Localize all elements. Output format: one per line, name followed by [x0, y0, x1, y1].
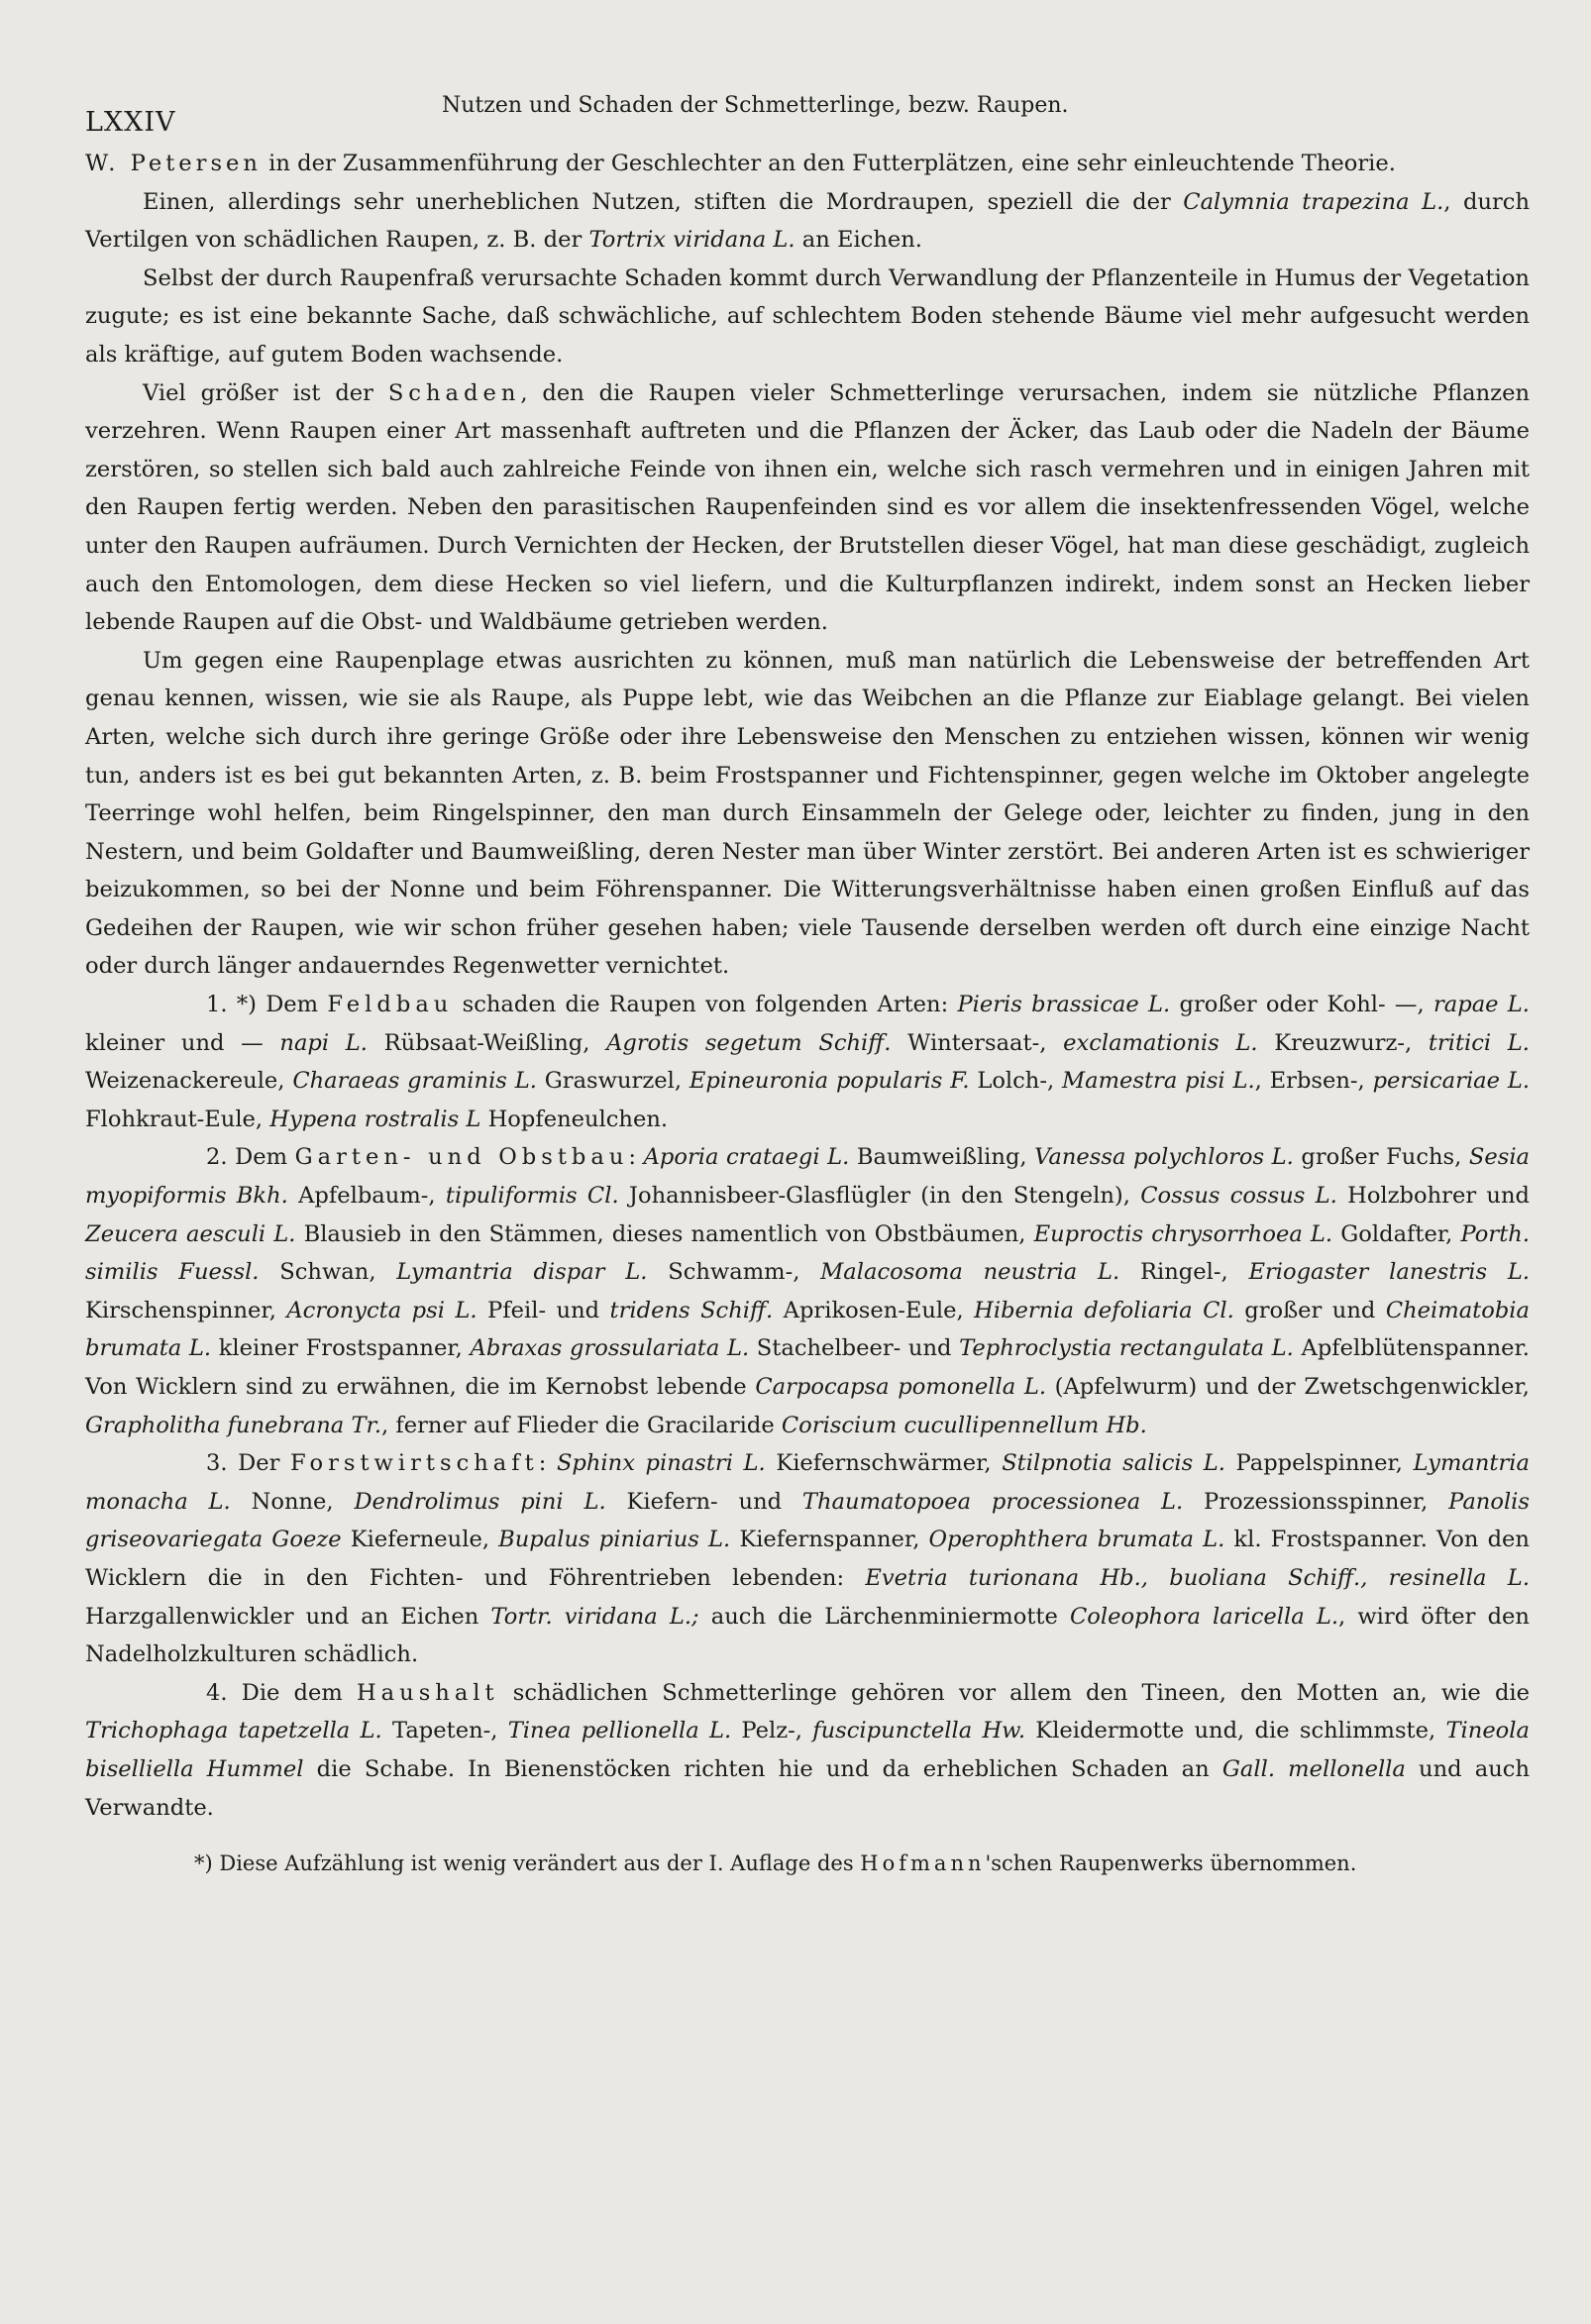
section-haushalt — [85, 1674, 1530, 1827]
species-name: tritici L. — [1428, 1029, 1530, 1056]
text-run: Holzbohrer und — [1336, 1183, 1530, 1210]
text-run: schädlichen Schmetterlinge gehören vor allem den Tineen, den Motten an, wie die — [498, 1679, 1530, 1706]
species-name: Hypena rostralis L — [269, 1106, 481, 1132]
text-run: auch die Lärchenminiermotte — [698, 1603, 1070, 1630]
text-run: Wintersaat-, — [891, 1029, 1064, 1056]
species-name: Charaeas graminis L. — [292, 1068, 537, 1095]
text-run: Kieferneule, — [341, 1527, 499, 1553]
species-name: Tortr. viridana L.; — [490, 1603, 699, 1630]
text-run: Nonne, — [230, 1488, 355, 1515]
text-run: Apfelblütenspanner. Von Wicklern sind zu erwähnen, die im Kernobst lebende — [85, 1335, 1530, 1400]
text-run: Weizenackereule, — [85, 1068, 293, 1095]
text-run: Baumweißling, — [849, 1144, 1035, 1171]
species-name: tipuliformis Cl. — [445, 1183, 619, 1210]
text-run: Blausieb in den Stämmen, dieses namentlich von Obstbäumen, — [295, 1220, 1034, 1247]
species-name: persicariae L. — [1372, 1068, 1531, 1095]
section-forstwirtschaft — [85, 1444, 1530, 1674]
species-name: Evetria turionana Hb., buoliana Schiff., resinella L. — [865, 1564, 1530, 1591]
text-run: Harzgallenwickler und an Eichen — [85, 1603, 491, 1630]
species-name: Pieris brassicae L. — [957, 992, 1171, 1018]
text-run: Apfelbaum-, — [287, 1183, 446, 1210]
species-name: Coriscium cucullipennellum Hb. — [781, 1412, 1147, 1438]
text-run: Kleidermotte und, die schlimmste, — [1025, 1718, 1446, 1744]
paragraph-humus: Selbst der durch Raupenfraß verursachte Schaden kommt durch Verwandlung der Pflanzenteile in Humus der Vegetation zugute; es ist eine bekannte Sache, daß schwächliche, auf schlechtem Boden stehende Bäume viel mehr aufgesucht werden als kräftige, auf gutem Boden wachsende. — [85, 264, 1530, 368]
species-name: Tineola biselliella Hummel — [85, 1718, 1530, 1782]
species-name: Abraxas grossulariata L. — [470, 1335, 750, 1362]
paragraph-text: in der Zusammenführung der Geschlechter an den Futterplätzen, eine sehr einleuchtende Theorie. — [261, 151, 1396, 176]
text-run: , Erbsen-, — [1254, 1068, 1373, 1095]
species-name: Sesia myopiformis Bkh. — [85, 1144, 1531, 1210]
species-name: napi L. — [279, 1029, 368, 1056]
text-run: Rübsaat-Weißling, — [367, 1029, 607, 1056]
text-run: Prozessionsspinner, — [1183, 1488, 1449, 1515]
species-name: Lymantria dispar L. — [396, 1259, 648, 1286]
species-name: Tortrix viridana L. — [588, 227, 796, 254]
text-run: Kirschenspinner, — [85, 1297, 287, 1323]
text-run: 'schen Raupenwerks übernommen. — [985, 1851, 1357, 1876]
species-name: Trichophaga tapetzella L. — [85, 1718, 382, 1744]
species-name: Acronycta psi L. — [286, 1297, 477, 1323]
running-title: Nutzen und Schaden der Schmetterlinge, bezw. Raupen. — [442, 93, 1069, 118]
text-run: Johannisbeer-Glasflügler (in den Stengeln), — [618, 1183, 1141, 1210]
text-run: kl. Frostspanner. Von den Wicklern die in den Fichten- und Föhrentrieben lebenden: — [85, 1527, 1530, 1591]
species-name: Operophthera brumata L. — [928, 1527, 1225, 1553]
species-name: Zeucera aesculi L. — [85, 1220, 296, 1247]
text-run: großer Fuchs, — [1293, 1144, 1469, 1171]
text-run: die Schabe. In Bienenstöcken richten hie und da erheblichen Schaden an — [303, 1755, 1222, 1782]
text-run: Pappelspinner, — [1224, 1450, 1414, 1477]
text-run: Goldafter, — [1332, 1220, 1461, 1247]
text-run: Kiefernspanner, — [730, 1527, 929, 1553]
species-name: Lymantria monacha L. — [85, 1450, 1530, 1515]
text-run: Kreuzwurz-, — [1257, 1029, 1429, 1056]
text-run: Hopfeneulchen. — [480, 1106, 669, 1132]
text-run: Viel größer ist der — [143, 379, 388, 406]
body-text — [85, 145, 1530, 1827]
text-run: Pfeil- und — [477, 1297, 610, 1323]
text-run: und auch Verwandte. — [85, 1755, 1530, 1821]
text-run: Graswurzel, — [536, 1068, 689, 1095]
section-garten-obstbau — [85, 1138, 1530, 1444]
section-number: 3. Der — [206, 1450, 291, 1477]
species-name: Dendrolimus pini L. — [354, 1488, 606, 1515]
section-number: 1. *) Dem — [206, 992, 328, 1018]
species-name: Euproctis chrysorrhoea L. — [1033, 1220, 1333, 1247]
spaced-keyword: Schaden — [387, 379, 521, 406]
text-run: Kiefernschwärmer, — [765, 1450, 1003, 1477]
text-run: Schwamm-, — [647, 1259, 821, 1286]
page-number: LXXIV — [85, 107, 176, 138]
text-run: : — [628, 1144, 644, 1171]
section-number: 4. Die dem — [206, 1679, 357, 1706]
text-run: , wird öfter den Nadelholzkulturen schädlich. — [85, 1603, 1530, 1668]
species-name: Malacosoma neustria L. — [820, 1259, 1120, 1286]
species-name: Coleophora laricella L. — [1069, 1603, 1339, 1630]
text-run: Kiefern- und — [605, 1488, 802, 1515]
spaced-keyword: Haushalt — [356, 1679, 499, 1706]
paragraph-raupenplage: Um gegen eine Raupenplage etwas ausrichten zu können, muß man natürlich die Lebensweise der betreffenden Art genau kennen, wissen, wie sie als Raupe, als Puppe lebt, wie das Weibchen an die Pflanze zur Eiablage gelangt. Bei vielen Arten, welche sich durch ihre geringe Größe oder ihre Lebensweise den Menschen zu entziehen wissen, können wir wenig tun, anders ist es bei gut bekannten Arten, z. B. beim Frostspanner und Fichtenspinner, gegen welche im Oktober angelegte Teerringe wohl helfen, beim Ringelspinner, den man durch Einsammeln der Gelege oder, leichter zu finden, jung in den Nestern, und beim Goldafter und Baumweißling, deren Nester man über Winter zerstört. Bei anderen Arten ist es schwieriger beizukommen, so bei der Nonne und beim Föhrenspanner. Die Witterungsverhältnisse haben einen großen Einfluß auf das Gedeihen der Raupen, wie wir schon früher gesehen haben; viele Tausende derselben werden oft durch eine einzige Nacht oder durch länger andauerndes Regenwetter vernichtet. — [85, 647, 1530, 980]
species-name: Thaumatopoea processionea L. — [801, 1488, 1184, 1515]
paragraph-nutzen — [85, 183, 1530, 260]
text-run: , durch Vertilgen von schädlichen Raupen, z. B. der — [85, 188, 1531, 254]
section-feldbau — [85, 986, 1530, 1138]
text-run: *) Diese Aufzählung ist wenig verändert aus der I. Auflage des — [194, 1851, 861, 1876]
text-run: Aprikosen-Eule, — [773, 1297, 975, 1323]
text-run: , den die Raupen vieler Schmetterlinge verursachen, indem sie nützliche Pflanzen verzehren. Wenn Raupen einer Art massenhaft auftreten und die Pflanzen der Äcker, das Laub oder die Nadeln der Bäume zerstören, so stellen sich bald auch zahlreiche Feinde von ihnen ein, welche sich rasch vermehren und in einigen Jahren mit den Raupen fertig werden. Neben den parasitischen Raupenfeinden sind es vor allem die insektenfressenden Vögel, welche unter den Raupen aufräumen. Durch Vernichten der Hecken, der Brutstellen dieser Vögel, hat man diese geschädigt, zugleich auch den Entomologen, dem diese Hecken so viel liefern, und die Kulturpflanzen indirekt, indem sonst an Hecken lieber lebende Raupen auf die Obst- und Waldbäume getrieben werden. — [85, 379, 1530, 636]
author-name: Hofmann — [860, 1851, 986, 1876]
paragraph-schaden — [85, 374, 1530, 642]
spaced-keyword: Garten- und Obstbau — [294, 1144, 629, 1171]
author-name: W. Petersen — [85, 151, 262, 176]
species-name: fuscipunctella Hw. — [812, 1718, 1026, 1744]
text-run: Ringel-, — [1119, 1259, 1249, 1286]
text-run: an Eichen. — [795, 227, 922, 254]
paragraph-continuation — [85, 145, 1530, 183]
spaced-keyword: Feldbau — [327, 992, 454, 1018]
species-name: Carpocapsa pomonella L. — [755, 1374, 1047, 1400]
spaced-keyword: Forstwirtschaft — [290, 1450, 539, 1477]
species-name: Gall. mellonella — [1221, 1755, 1406, 1782]
species-name: Sphinx pinastri L. — [556, 1450, 766, 1477]
species-name: Tephroclystia rectangulata L. — [959, 1335, 1294, 1362]
species-name: Porth. similis Fuessl. — [85, 1220, 1531, 1286]
text-run: kleiner und — — [85, 1029, 280, 1056]
species-name: Mamestra pisi L. — [1061, 1068, 1255, 1095]
text-run: Stachelbeer- und — [749, 1335, 960, 1362]
text-run: kleiner Frostspanner, — [211, 1335, 471, 1362]
text-run: Tapeten-, — [381, 1718, 508, 1744]
species-name: exclamationis L. — [1063, 1029, 1258, 1056]
species-name: Stilpnotia salicis L. — [1002, 1450, 1225, 1477]
text-run: Flohkraut-Eule, — [85, 1106, 270, 1132]
text-run: Lolch-, — [969, 1068, 1062, 1095]
text-run: großer und — [1233, 1297, 1386, 1323]
species-name: Tinea pellionella L. — [507, 1718, 732, 1744]
text-run: großer oder Kohl- —, — [1170, 992, 1433, 1018]
species-name: Cheimatobia brumata L. — [85, 1297, 1530, 1362]
species-name: Eriogaster lanestris L. — [1248, 1259, 1531, 1286]
text-run: Pelz-, — [731, 1718, 813, 1744]
species-name: Panolis griseovariegata Goeze — [85, 1488, 1530, 1553]
species-name: Bupalus piniarius L. — [498, 1527, 731, 1553]
species-name: Cossus cossus L. — [1140, 1183, 1337, 1210]
text-run: : — [538, 1450, 557, 1477]
text-run: Schwan, — [259, 1259, 397, 1286]
text-run: schaden die Raupen von folgenden Arten: — [453, 992, 958, 1018]
species-name: tridens Schiff. — [609, 1297, 774, 1323]
species-name: Calymnia trapezina L. — [1183, 188, 1444, 215]
text-run: Einen, allerdings sehr unerheblichen Nutzen, stiften die Mordraupen, speziell die der — [143, 188, 1184, 215]
species-name: rapae L. — [1432, 992, 1530, 1018]
species-name: Aporia crataegi L. — [643, 1144, 850, 1171]
species-name: Epineuronia popularis F. — [689, 1068, 970, 1095]
species-name: Hibernia defoliaria Cl. — [974, 1297, 1234, 1323]
footnote — [85, 1849, 1530, 1878]
species-name: Grapholitha funebrana Tr. — [85, 1412, 382, 1438]
section-number: 2. Dem — [206, 1144, 295, 1171]
text-run: (Apfelwurm) und der Zwetschgenwickler, — [1046, 1374, 1530, 1400]
species-name: Agrotis segetum Schiff. — [606, 1029, 892, 1056]
species-name: Vanessa polychloros L. — [1034, 1144, 1294, 1171]
page-header — [85, 95, 1530, 145]
text-run: , ferner auf Flieder die Gracilaride — [381, 1412, 782, 1438]
